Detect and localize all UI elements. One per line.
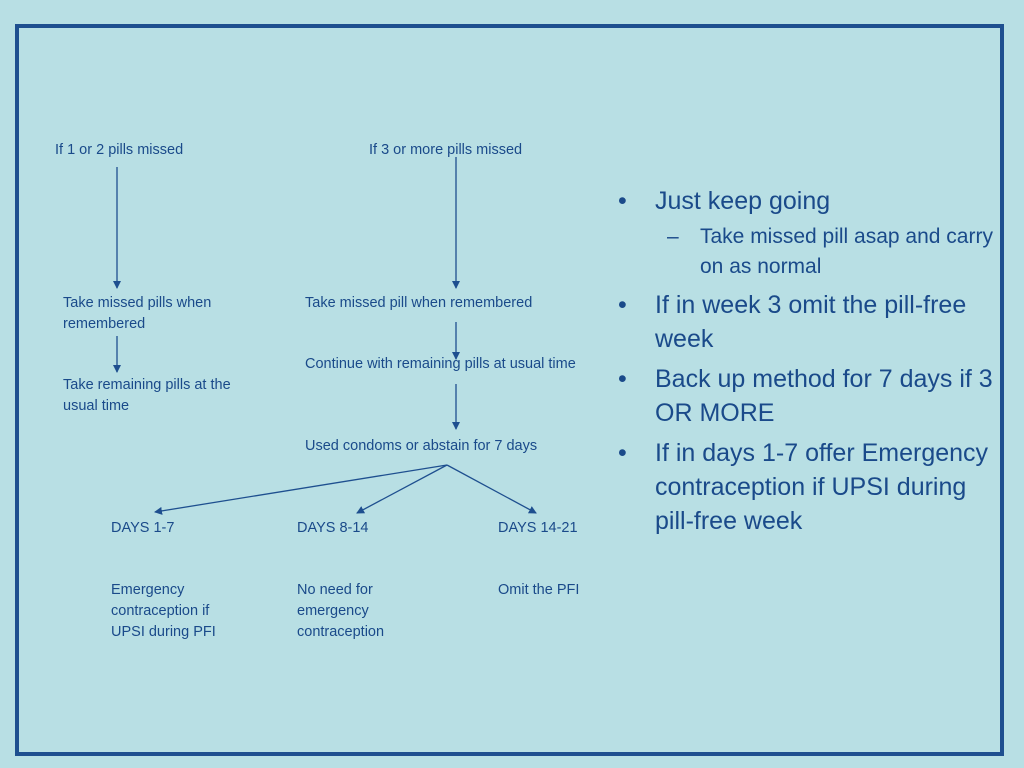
right-step2-box: Continue with remaining pills at usual time [305, 356, 576, 372]
branch-days-14-21-label: DAYS 14-21 [498, 520, 578, 536]
bullet-item [618, 184, 998, 282]
sub-bullet-text: Take missed pill asap and carry on as normal [700, 225, 993, 278]
right-step1-box: Take missed pill when remembered [305, 295, 533, 311]
left-step1-box: Take missed pills when remembered [63, 295, 212, 332]
right-start-box: If 3 or more pills missed [369, 142, 523, 158]
bullet-text: Just keep going [655, 187, 831, 215]
sub-bullet-item [655, 222, 998, 282]
bullet-item [618, 362, 998, 430]
key-points-list [618, 184, 998, 544]
left-step2-box: Take remaining pills at the usual time [63, 377, 231, 414]
branch-days-1-7-label: DAYS 1-7 [111, 520, 175, 536]
branch-days-8-14-action: No need for emergency contraception [297, 582, 385, 640]
bullet-text: If in week 3 omit the pill-free week [655, 291, 967, 353]
bullet-text: If in days 1-7 offer Emergency contraception if UPSI during pill-free week [655, 439, 989, 535]
right-step3-box: Used condoms or abstain for 7 days [305, 438, 538, 454]
branch-days-8-14-label: DAYS 8-14 [297, 520, 369, 536]
arrow-branch-days-14-21 [447, 465, 536, 513]
left-start-box: If 1 or 2 pills missed [55, 142, 184, 158]
branch-days-14-21-action: Omit the PFI [498, 582, 580, 598]
sub-bullet-list [655, 222, 998, 282]
branch-days-1-7-action: Emergency contraception if UPSI during PFI [111, 582, 216, 640]
bullet-item [618, 288, 998, 356]
bullet-item [618, 436, 998, 538]
bullet-text: Back up method for 7 days if 3 OR MORE [655, 365, 993, 427]
